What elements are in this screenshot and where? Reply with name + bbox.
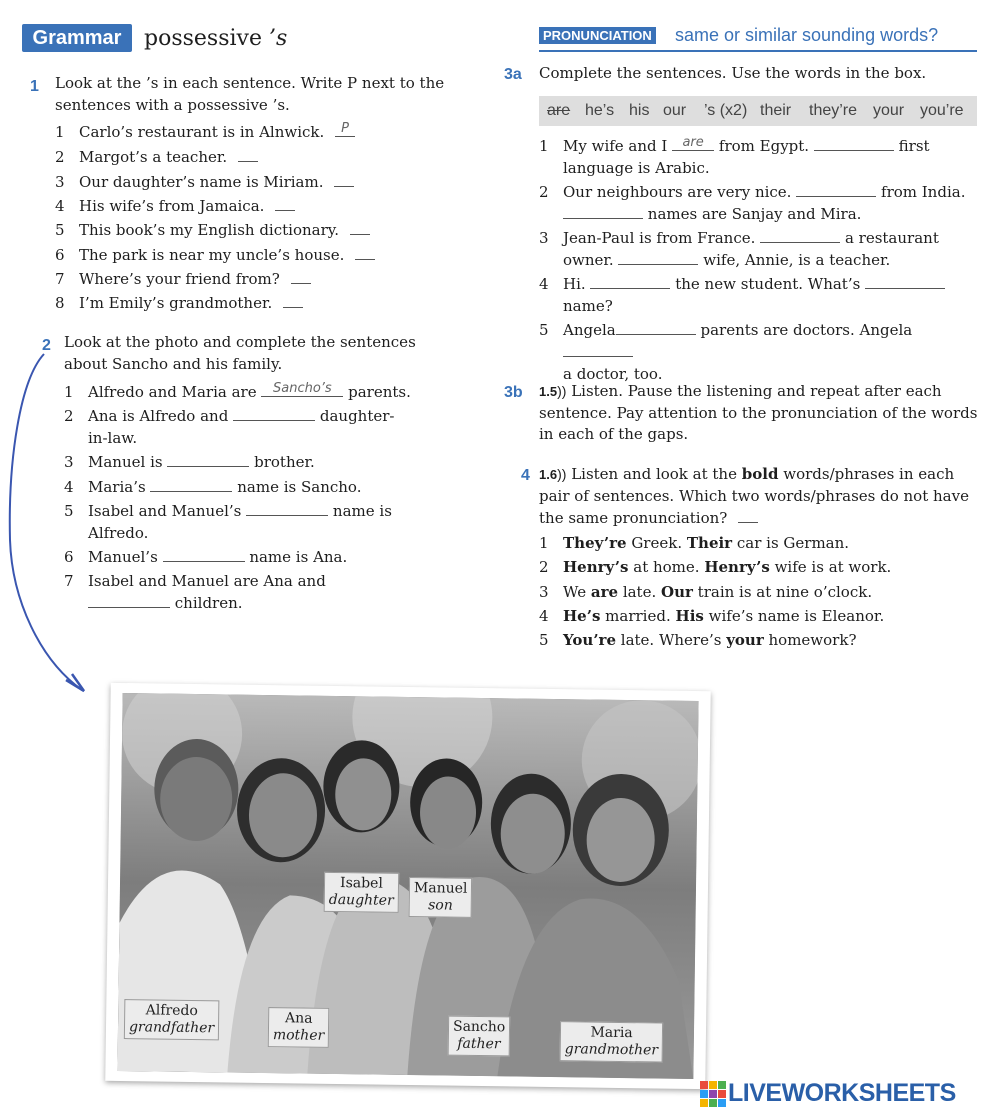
item-number: 4	[539, 607, 549, 625]
word-box-item: you’re	[920, 102, 964, 119]
instruction-line: Look at the photo and complete the sentences	[64, 333, 416, 351]
grammar-badge: Grammar	[22, 24, 132, 52]
audio-track: 1.5	[539, 384, 558, 399]
item-text: They’re Greek. Their car is German.	[563, 534, 850, 552]
exercise-4-item	[539, 629, 979, 651]
instruction-line: sentence. Pay attention to the pronunciation of the words	[539, 403, 978, 422]
exercise-2-item	[64, 546, 444, 568]
exercise-2-number: 2	[42, 337, 51, 354]
item-number: 5	[539, 321, 549, 339]
word-box-item: his	[629, 102, 650, 119]
item-number: 1	[539, 534, 549, 552]
exercise-3a-item	[539, 181, 979, 225]
answer-blank[interactable]	[618, 249, 698, 265]
item-text: Manuel is brother.	[88, 453, 315, 471]
pronunciation-badge: PRONUNCIATION	[539, 27, 656, 44]
answer-blank[interactable]	[163, 546, 245, 562]
label-role: son	[428, 897, 453, 914]
instruction-line: 1.5)) Listen. Pause the listening and repeat after each	[539, 382, 942, 400]
label-role: grandfather	[128, 1019, 215, 1037]
exercise-1-item	[55, 146, 475, 168]
photo-label-maria	[560, 1021, 664, 1062]
item-text: Margot’s a teacher.	[79, 146, 258, 168]
answer-blank[interactable]	[167, 451, 249, 467]
instruction-line: Look at the ’s in each sentence. Write P next to the	[55, 74, 445, 92]
exercise-2-item	[64, 381, 444, 403]
instruction-line: in each of the gaps.	[539, 425, 689, 443]
exercise-1-item	[55, 292, 475, 314]
item-text: Our daughter’s name is Miriam.	[79, 171, 354, 193]
item-text: Isabel and Manuel’s name is Alfredo.	[88, 502, 392, 542]
label-role: father	[457, 1035, 501, 1053]
item-text: We are late. Our train is at nine o’clock.	[563, 583, 873, 601]
word-box-item: your	[873, 102, 905, 119]
exercise-4-instruction	[539, 464, 979, 530]
item-number: 4	[55, 197, 65, 215]
grammar-topic-mark: ’s	[269, 26, 288, 51]
exercise-1-item	[55, 244, 475, 266]
answer-blank[interactable]: are	[672, 135, 714, 151]
item-number: 3	[64, 453, 74, 471]
word-box-item: their	[760, 102, 792, 119]
instruction-line: pair of sentences. Which two words/phrases do not have	[539, 486, 969, 505]
item-number: 8	[55, 294, 65, 312]
item-text: Alfredo and Maria are Sancho’s parents.	[88, 381, 411, 401]
item-text: The park is near my uncle’s house.	[79, 244, 375, 266]
label-name: Manuel	[413, 880, 468, 897]
item-number: 5	[55, 221, 65, 239]
exercise-2-item	[64, 570, 444, 614]
item-text: Manuel’s name is Ana.	[88, 548, 348, 566]
audio-icon[interactable]: ))	[557, 466, 567, 482]
item-number: 1	[55, 123, 65, 141]
audio-track: 1.6	[539, 467, 558, 482]
item-number: 3	[55, 173, 65, 191]
instruction-line: the same pronunciation?	[539, 507, 979, 530]
label-role: mother	[272, 1027, 325, 1044]
item-text: He’s married. His wife’s name is Eleanor.	[563, 607, 885, 625]
word-box	[539, 96, 977, 126]
exercise-2-item	[64, 500, 444, 544]
answer-blank[interactable]	[563, 203, 643, 219]
item-text: Ana is Alfredo and daughter- in-law.	[88, 407, 395, 447]
answer-blank[interactable]	[796, 181, 876, 197]
item-number: 7	[55, 270, 65, 288]
label-role: grandmother	[564, 1041, 659, 1059]
exercise-3a-instruction: Complete the sentences. Use the words in the box.	[539, 64, 927, 82]
answer-blank[interactable]	[334, 171, 354, 187]
photo-label-manuel	[409, 877, 473, 918]
exercise-3a-number: 3a	[504, 66, 522, 83]
answer-blank[interactable]	[760, 227, 840, 243]
answer-blank[interactable]	[275, 195, 295, 211]
item-text: Maria’s name is Sancho.	[88, 478, 362, 496]
item-number: 4	[539, 275, 549, 293]
answer-blank[interactable]	[355, 244, 375, 260]
item-text: Where’s your friend from?	[79, 268, 311, 290]
answer-blank[interactable]	[350, 219, 370, 235]
exercise-2-item	[64, 476, 444, 498]
answer-blank[interactable]: P	[335, 121, 355, 137]
photo-label-sancho	[448, 1016, 511, 1057]
exercise-1-number: 1	[30, 78, 39, 95]
item-text: Carlo’s restaurant is in Alnwick. P	[79, 121, 355, 143]
answer-blank[interactable]	[246, 500, 328, 516]
item-text: Angela parents are doctors. Angela a doctor, too.	[563, 321, 913, 383]
item-number: 3	[539, 583, 549, 601]
photo-label-alfredo	[124, 999, 220, 1040]
item-number: 2	[64, 407, 74, 425]
exercise-1-item	[55, 219, 475, 241]
label-name: Maria	[590, 1024, 633, 1042]
item-text: I’m Emily’s grandmother.	[79, 292, 303, 314]
item-text: Our neighbours are very nice. from India. names are Sanjay and Mira.	[563, 183, 966, 223]
photo-label-isabel	[324, 872, 399, 913]
item-text: You’re late. Where’s your homework?	[563, 631, 857, 649]
word-box-item: our	[663, 102, 687, 119]
grammar-topic-word: possessive	[144, 26, 262, 51]
item-text: Jean-Paul is from France. a restaurant owner. wife, Annie, is a teacher.	[563, 229, 939, 269]
exercise-1-instruction	[55, 73, 444, 116]
answer-blank[interactable]	[814, 135, 894, 151]
exercise-1-item	[55, 268, 475, 290]
answer-blank[interactable]	[563, 341, 633, 357]
exercise-4-item	[539, 532, 979, 554]
exercise-2-instruction	[64, 332, 416, 375]
item-text: This book’s my English dictionary.	[79, 219, 370, 241]
exercise-2-item	[64, 451, 444, 473]
word-box-item: ’s (x2)	[704, 102, 748, 119]
answer-blank[interactable]: Sancho’s	[261, 381, 343, 397]
exercise-4-item	[539, 605, 979, 627]
instruction-line: about Sancho and his family.	[64, 354, 283, 373]
item-number: 1	[539, 137, 549, 155]
item-text: My wife and I are from Egypt. first language is Arabic.	[563, 135, 930, 177]
item-number: 2	[539, 183, 549, 201]
exercise-1-item	[55, 195, 475, 217]
exercise-1-item	[55, 171, 475, 193]
label-role: daughter	[328, 891, 394, 909]
answer-blank[interactable]	[590, 273, 670, 289]
item-text: His wife’s from Jamaica.	[79, 195, 295, 217]
label-name: Ana	[284, 1010, 313, 1027]
answer-blank[interactable]	[238, 146, 258, 162]
instruction-line: sentences with a possessive ’s.	[55, 95, 290, 114]
answer-blank[interactable]	[233, 405, 315, 421]
item-number: 2	[55, 148, 65, 166]
answer-blank[interactable]	[616, 319, 696, 335]
exercise-4-number: 4	[521, 467, 530, 484]
exercise-3a-item	[539, 319, 979, 383]
exercise-3a-item	[539, 227, 979, 271]
liveworksheets-logo	[700, 1078, 998, 1108]
exercise-2-item	[64, 405, 444, 449]
item-number: 3	[539, 229, 549, 247]
label-name: Alfredo	[145, 1002, 198, 1020]
exercise-3a-item	[539, 135, 979, 179]
logo-text: LIVEWORKSHEETS	[728, 1079, 956, 1107]
answer-blank[interactable]	[88, 592, 170, 608]
exercise-3b-instruction	[539, 381, 979, 446]
answer-blank[interactable]	[283, 292, 303, 308]
header-divider	[539, 50, 977, 52]
item-text: Hi. the new student. What’s name?	[563, 273, 945, 317]
word-box-item: he’s	[585, 102, 615, 119]
photo-label-ana	[268, 1007, 330, 1048]
exercise-1-item	[55, 121, 475, 143]
logo-icon	[700, 1081, 726, 1107]
item-number: 2	[539, 558, 549, 576]
word-box-item: they’re	[809, 102, 858, 119]
answer-blank[interactable]	[150, 476, 232, 492]
item-number: 4	[64, 478, 74, 496]
item-number: 5	[64, 502, 74, 520]
item-number: 6	[64, 548, 74, 566]
exercise-3b-number: 3b	[504, 384, 523, 401]
item-number: 7	[64, 572, 74, 590]
exercise-4-item	[539, 556, 979, 578]
answer-blank[interactable]	[291, 268, 311, 284]
family-photo	[105, 683, 710, 1089]
item-number: 6	[55, 246, 65, 264]
grammar-topic	[144, 24, 287, 54]
answer-blank[interactable]	[865, 273, 945, 289]
label-name: Isabel	[339, 875, 384, 892]
audio-icon[interactable]: ))	[557, 383, 567, 399]
pronunciation-title: same or similar sounding words?	[675, 25, 939, 45]
item-number: 1	[64, 383, 74, 401]
family-photo-image	[117, 693, 698, 1079]
item-text: Isabel and Manuel are Ana and children.	[88, 572, 326, 612]
answer-blank[interactable]	[738, 507, 758, 523]
item-number: 5	[539, 631, 549, 649]
instruction-line: 1.6)) Listen and look at the bold words/phrases in each	[539, 465, 955, 483]
word-box-item: are	[547, 102, 571, 119]
exercise-4-item	[539, 581, 979, 603]
exercise-3a-item	[539, 273, 979, 317]
item-text: Henry’s at home. Henry’s wife is at work.	[563, 558, 892, 576]
label-name: Sancho	[452, 1018, 506, 1036]
